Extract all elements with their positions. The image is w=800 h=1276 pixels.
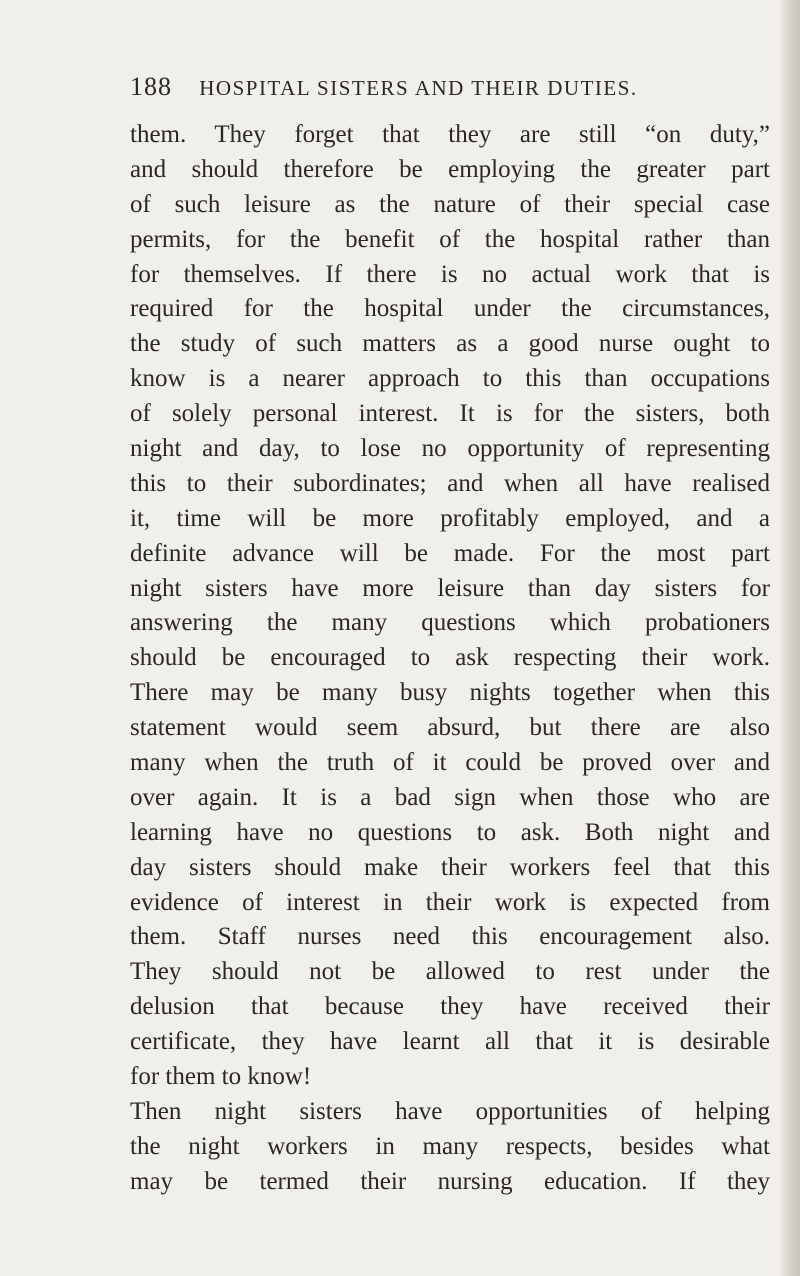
text-line: know is a nearer approach to this than occupations: [130, 365, 770, 393]
text-line: There may be many busy nights together when this: [130, 679, 770, 707]
text-line: for themselves. If there is no actual work that is: [130, 260, 770, 288]
text-line: and should therefore be employing the greater part: [130, 155, 770, 183]
text-line: over again. It is a bad sign when those who are: [130, 783, 770, 811]
text-line: many when the truth of it could be proved over and: [130, 749, 770, 777]
text-line: of such leisure as the nature of their special case: [130, 190, 770, 218]
text-line: of solely personal interest. It is for the sisters, both: [130, 400, 770, 428]
text-line: the study of such matters as a good nurse ought to: [130, 330, 770, 358]
text-line-paragraph-end: for them to know!: [130, 1063, 312, 1091]
text-line: this to their subordinates; and when all have realised: [130, 469, 770, 497]
page-number: 188: [130, 72, 172, 101]
text-line: certificate, they have learnt all that it is desirable: [130, 1028, 770, 1056]
page-edge-shadow: [778, 0, 800, 1276]
text-line: them. Staff nurses need this encouragement also.: [130, 923, 770, 951]
text-line: night sisters have more leisure than day sisters for: [130, 574, 770, 602]
text-line: night and day, to lose no opportunity of representing: [130, 435, 770, 463]
text-line: may be termed their nursing education. If they: [130, 1167, 770, 1195]
text-line: it, time will be more profitably employed, and a: [130, 504, 770, 532]
text-line: day sisters should make their workers feel that this: [130, 853, 770, 881]
text-line: delusion that because they have received their: [130, 993, 770, 1021]
text-line: permits, for the benefit of the hospital rather than: [130, 225, 770, 253]
text-line: learning have no questions to ask. Both night and: [130, 818, 770, 846]
text-line-paragraph-start: Then night sisters have opportunities of helping: [130, 1097, 770, 1125]
text-line: They should not be allowed to rest under the: [130, 958, 770, 986]
text-line: should be encouraged to ask respecting their work.: [130, 644, 770, 672]
text-line: required for the hospital under the circumstances,: [130, 295, 770, 323]
text-line: evidence of interest in their work is expected from: [130, 888, 770, 916]
text-line: definite advance will be made. For the most part: [130, 539, 770, 567]
body-text: [130, 118, 770, 1200]
running-head: [130, 72, 730, 112]
text-line: statement would seem absurd, but there are also: [130, 714, 770, 742]
text-line: the night workers in many respects, besides what: [130, 1132, 770, 1160]
text-line: them. They forget that they are still “on duty,”: [130, 121, 770, 148]
running-title: HOSPITAL SISTERS AND THEIR DUTIES.: [199, 76, 638, 100]
text-line: answering the many questions which probationers: [130, 609, 770, 637]
